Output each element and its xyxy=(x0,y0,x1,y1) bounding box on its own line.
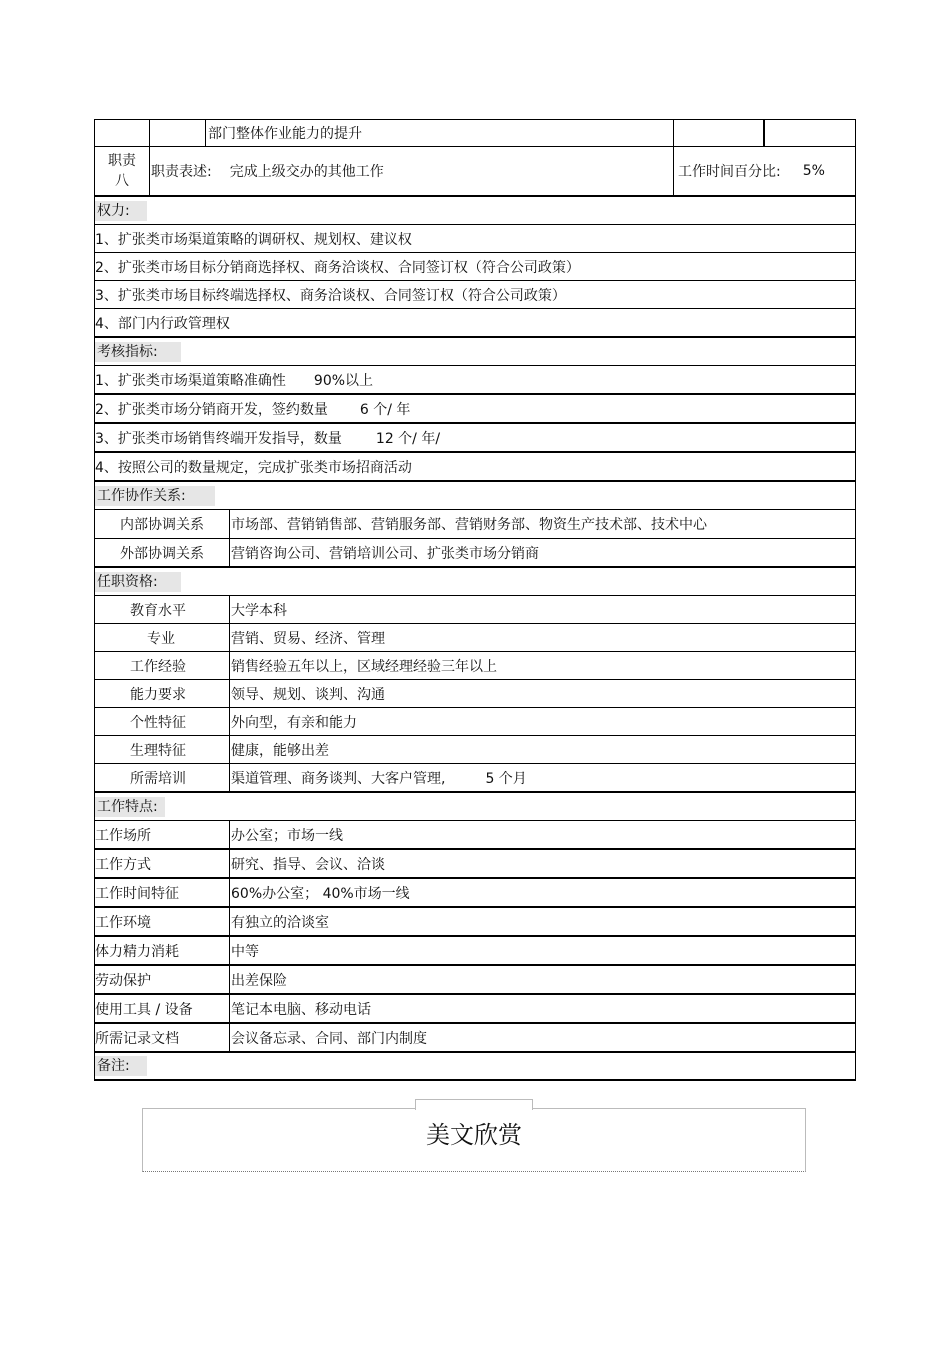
qualification-label: 教育水平 xyxy=(130,602,186,619)
job-description-table xyxy=(94,119,856,1081)
duty-desc-label: 职责表述: xyxy=(151,164,212,180)
work-feature-value: 出差保险 xyxy=(231,972,287,989)
qualification-row xyxy=(94,596,856,624)
duty-eight-label xyxy=(95,147,149,195)
qualification-row xyxy=(94,736,856,764)
authority-item xyxy=(94,225,856,253)
work-features-section-header xyxy=(94,793,856,821)
kpi-item-value: 90%以上 xyxy=(313,372,374,389)
work-feature-value: 会议备忘录、合同、部门内制度 xyxy=(231,1030,427,1047)
qualifications-title: 任职资格: xyxy=(95,572,181,592)
kpi-item xyxy=(94,366,856,395)
authority-section-header xyxy=(94,197,856,225)
kpi-item-text: 4、按照公司的数量规定，完成扩张类市场招商活动 xyxy=(95,459,412,476)
work-feature-value: 有独立的洽谈室 xyxy=(231,914,329,931)
relation-label: 外部协调关系 xyxy=(120,545,204,562)
work-feature-value: 办公室；市场一线 xyxy=(231,827,343,844)
authority-title: 权力: xyxy=(95,201,147,221)
kpi-item xyxy=(94,424,856,453)
qualification-value: 大学本科 xyxy=(231,602,287,619)
footer-box xyxy=(142,1108,806,1172)
relation-label: 内部协调关系 xyxy=(120,517,204,533)
authority-item-text: 3、扩张类市场目标终端选择权、商务洽谈权、合同签订权（符合公司政策） xyxy=(95,287,566,304)
work-feature-label: 工作方式 xyxy=(95,856,151,873)
kpi-item xyxy=(94,453,856,482)
authority-item-text: 4、部门内行政管理权 xyxy=(95,315,230,332)
remarks-row xyxy=(94,1053,856,1081)
duty-eight-desc xyxy=(151,147,384,195)
relation-row xyxy=(94,539,856,568)
kpi-item-value: 12 个/ 年/ xyxy=(375,430,441,447)
work-time-label: 工作时间百分比: xyxy=(678,164,781,180)
work-feature-value: 笔记本电脑、移动电话 xyxy=(231,1001,371,1018)
work-feature-label: 工作时间特征 xyxy=(95,885,179,902)
qualification-value: 销售经验五年以上，区域经理经验三年以上 xyxy=(231,658,497,675)
work-feature-row xyxy=(94,879,856,908)
work-time-percentage xyxy=(678,147,825,195)
work-feature-row xyxy=(94,850,856,879)
work-feature-label: 所需记录文档 xyxy=(95,1030,179,1047)
qualifications-section-header xyxy=(94,568,856,596)
authority-item-text: 1、扩张类市场渠道策略的调研权、规划权、建议权 xyxy=(95,231,412,248)
qualification-value: 营销、贸易、经济、管理 xyxy=(231,630,385,647)
work-feature-label: 使用工具 / 设备 xyxy=(95,1001,193,1018)
duty-desc-text: 完成上级交办的其他工作 xyxy=(229,164,384,180)
kpi-section-header xyxy=(94,338,856,366)
authority-item xyxy=(94,281,856,309)
work-feature-row xyxy=(94,966,856,995)
qualification-label: 所需培训 xyxy=(130,770,186,787)
qualification-label: 生理特征 xyxy=(130,742,186,759)
relation-row xyxy=(94,510,856,539)
kpi-title: 考核指标: xyxy=(95,342,181,362)
qualification-value: 外向型，有亲和能力 xyxy=(231,714,357,731)
work-feature-row xyxy=(94,908,856,937)
authority-item xyxy=(94,309,856,338)
authority-item-text: 2、扩张类市场目标分销商选择权、商务洽谈权、合同签订权（符合公司政策） xyxy=(95,259,580,276)
relation-value: 市场部、营销销售部、营销服务部、营销财务部、物资生产技术部、技术中心 xyxy=(231,517,707,533)
work-feature-row xyxy=(94,1024,856,1053)
qualification-row xyxy=(94,708,856,736)
kpi-item xyxy=(94,395,856,424)
footer-tab xyxy=(415,1099,533,1110)
qualification-label: 工作经验 xyxy=(130,658,186,675)
qualification-value: 健康，能够出差 xyxy=(231,742,329,759)
qualification-row xyxy=(94,764,856,793)
work-feature-label: 劳动保护 xyxy=(95,972,151,989)
work-feature-value: 中等 xyxy=(231,943,259,960)
work-feature-label: 工作场所 xyxy=(95,827,151,844)
qualification-label: 能力要求 xyxy=(130,686,186,703)
qualification-label: 个性特征 xyxy=(130,714,186,731)
qualification-row xyxy=(94,680,856,708)
work-feature-label: 工作环境 xyxy=(95,914,151,931)
qualification-extra: 5 个月 xyxy=(485,770,527,787)
duty-eight-row xyxy=(94,147,856,197)
qualification-value: 领导、规划、谈判、沟通 xyxy=(231,686,385,703)
relation-value: 营销咨询公司、营销培训公司、扩张类市场分销商 xyxy=(231,545,539,562)
authority-item xyxy=(94,253,856,281)
relations-title: 工作协作关系: xyxy=(95,486,215,506)
duty-continuation-text: 部门整体作业能力的提升 xyxy=(208,126,362,142)
kpi-item-text: 3、扩张类市场销售终端开发指导，数量 xyxy=(95,430,342,447)
duty-continuation-row xyxy=(94,119,856,147)
kpi-item-value: 6 个/ 年 xyxy=(359,401,411,418)
work-feature-value: 研究、指导、会议、洽谈 xyxy=(231,856,385,873)
qualification-value: 渠道管理、商务谈判、大客户管理, xyxy=(231,770,446,787)
footer-title: 美文欣赏 xyxy=(426,1121,522,1149)
qualification-row xyxy=(94,624,856,652)
kpi-item-text: 1、扩张类市场渠道策略准确性 xyxy=(95,372,286,389)
work-time-value: 5% xyxy=(802,163,825,179)
work-feature-row xyxy=(94,937,856,966)
work-feature-row xyxy=(94,821,856,850)
duty-eight-label-line2: 八 xyxy=(115,173,129,189)
work-feature-value: 60%办公室； 40%市场一线 xyxy=(231,885,410,902)
duty-eight-label-line1: 职责 xyxy=(108,153,136,169)
work-features-title: 工作特点: xyxy=(95,797,165,817)
relations-section-header xyxy=(94,482,856,510)
qualification-label: 专业 xyxy=(147,630,175,647)
kpi-item-text: 2、扩张类市场分销商开发，签约数量 xyxy=(95,401,328,418)
work-feature-label: 体力精力消耗 xyxy=(95,943,179,960)
qualification-row xyxy=(94,652,856,680)
work-feature-row xyxy=(94,995,856,1024)
remarks-title: 备注: xyxy=(95,1056,147,1076)
